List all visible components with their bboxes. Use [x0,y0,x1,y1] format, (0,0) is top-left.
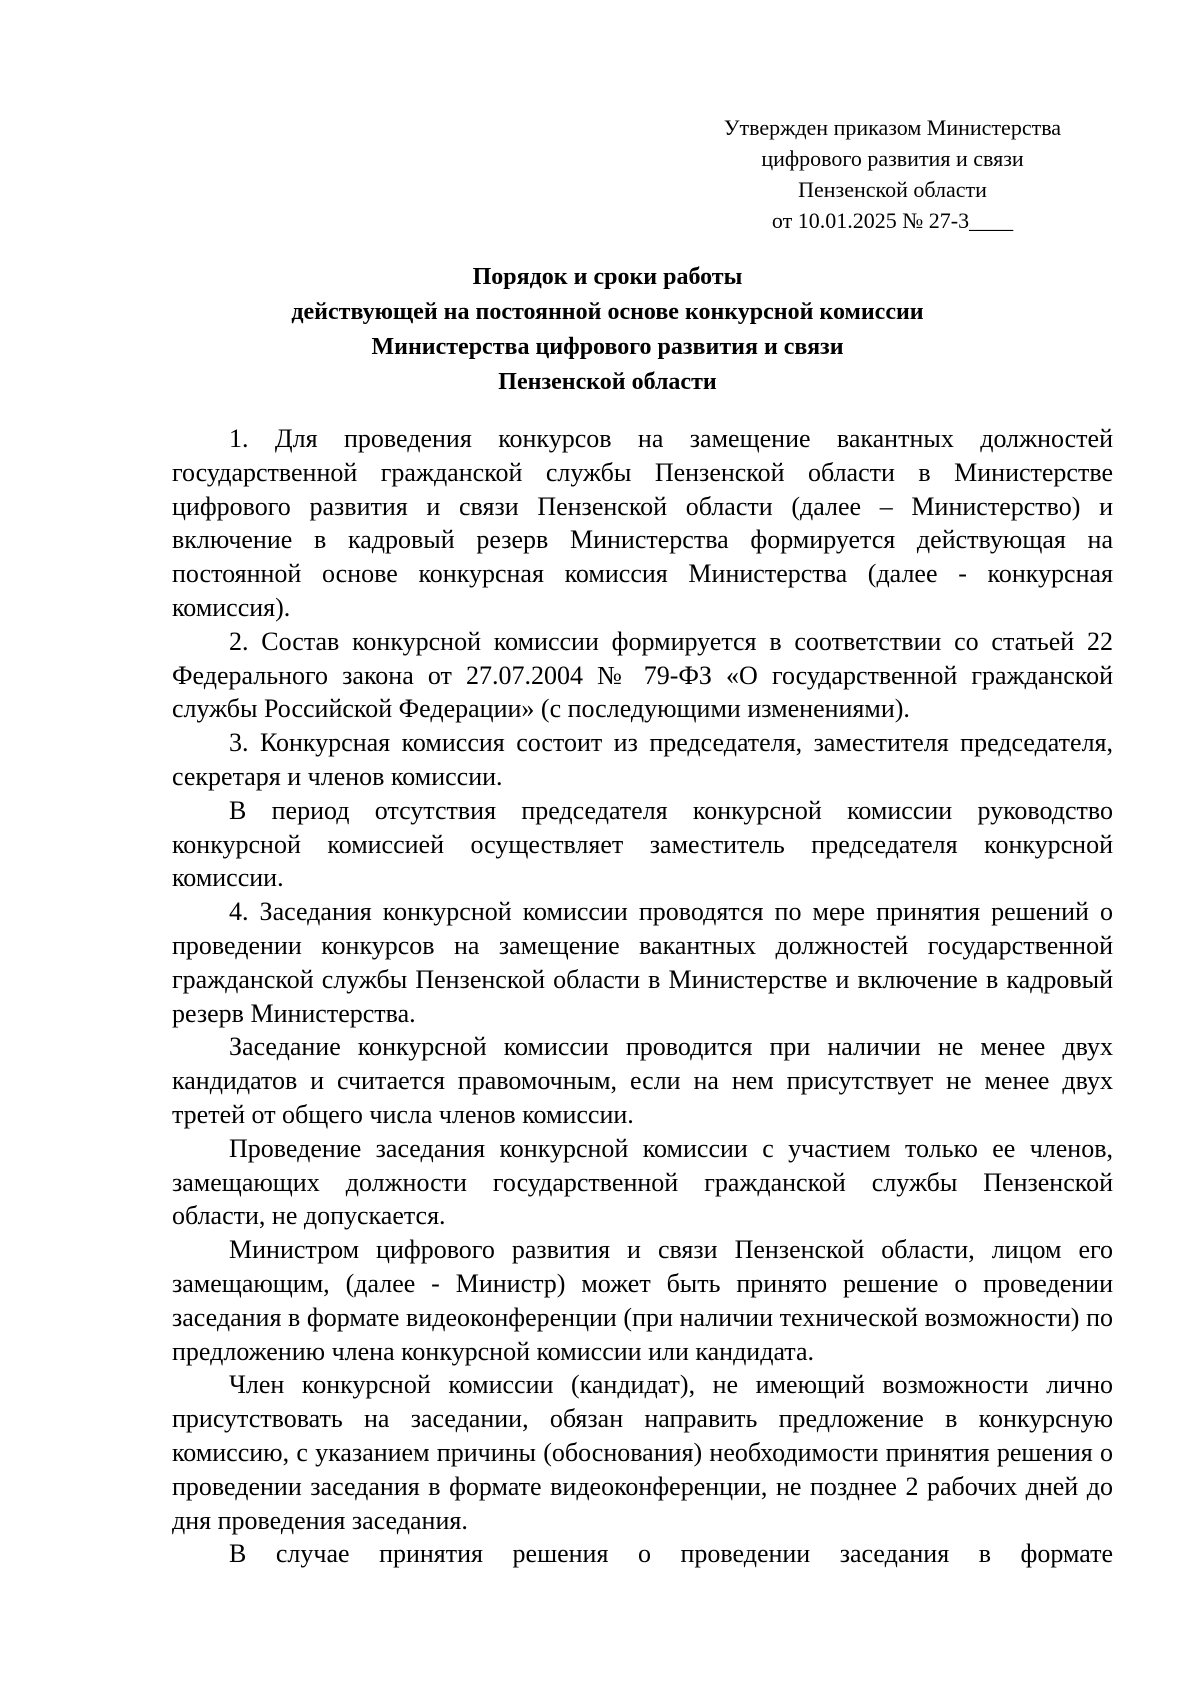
paragraph-member-request: Член конкурсной комиссии (кандидат), не имеющий возможности лично присутствовать на заседании, обязан направить предложение в конкурсную комиссию, с указанием причины (обоснования) необходимости принятия решения о проведении заседания в формате видеоконференции, не позднее 2 рабочих дней до дня проведения заседания. [172,1370,1113,1535]
title-line: Пензенской области [498,369,717,395]
paragraph-4: 4. Заседания конкурсной комиссии проводятся по мере принятия решений о проведении конкурсов на замещение вакантных должностей государственной гражданской службы Пензенской области в Министерстве и включение в кадровый резерв Министерства. [172,897,1113,1028]
paragraph-quorum: Заседание конкурсной комиссии проводится при наличии не менее двух кандидатов и считается правомочным, если на нем присутствует не менее двух третей от общего числа членов комиссии. [172,1032,1113,1129]
approval-line: цифрового развития и связи [761,146,1024,171]
paragraph-3-continued: В период отсутствия председателя конкурсной комиссии руководство конкурсной комиссией осуществляет заместитель председателя конкурсной комиссии. [172,795,1113,893]
approval-line: Утвержден приказом Министерства [723,115,1062,140]
paragraph-3: 3. Конкурсная комиссия состоит из председателя, заместителя председателя, секретаря и членов комиссии. [172,728,1113,791]
document-title [160,260,1055,400]
title-line: Порядок и сроки работы [472,264,743,290]
paragraph-continued-next-page: В случае принятия решения о проведении заседания в формате [229,1539,1113,1569]
approval-stamp [700,112,1085,236]
approval-order-number: от 10.01.2025 № 27-3____ [771,208,1014,233]
approval-line: Пензенской области [798,177,987,202]
paragraph-1: 1. Для проведения конкурсов на замещение вакантных должностей государственной гражданской службы Пензенской области в Министерстве цифрового развития и связи Пензенской области (далее – Министерство) и включение в кадровый резерв Министерства формируется действующая на постоянной основе конкурсная комиссия Министерства (далее - конкурсная комиссия). [172,424,1113,622]
title-line: Министерства цифрового развития и связи [371,334,844,360]
document-body [172,422,1113,1571]
paragraph-2: 2. Состав конкурсной комиссии формируется в соответствии со статьей 22 Федерального закона от 27.07.2004 № 79-ФЗ «О государственной гражданской службы Российской Федерации» (с последующими изменениями). [172,626,1113,724]
paragraph-videoconference: Министром цифрового развития и связи Пензенской области, лицом его замещающим, (далее - Министр) может быть принято решение о проведении заседания в формате видеоконференции (при наличии технической возможности) по предложению члена конкурсной комиссии или кандидата. [172,1235,1113,1366]
paragraph-members-restriction: Проведение заседания конкурсной комиссии с участием только ее членов, замещающих должности государственной гражданской службы Пензенской области, не допускается. [172,1133,1113,1231]
title-line: действующей на постоянной основе конкурсной комиссии [291,299,924,325]
